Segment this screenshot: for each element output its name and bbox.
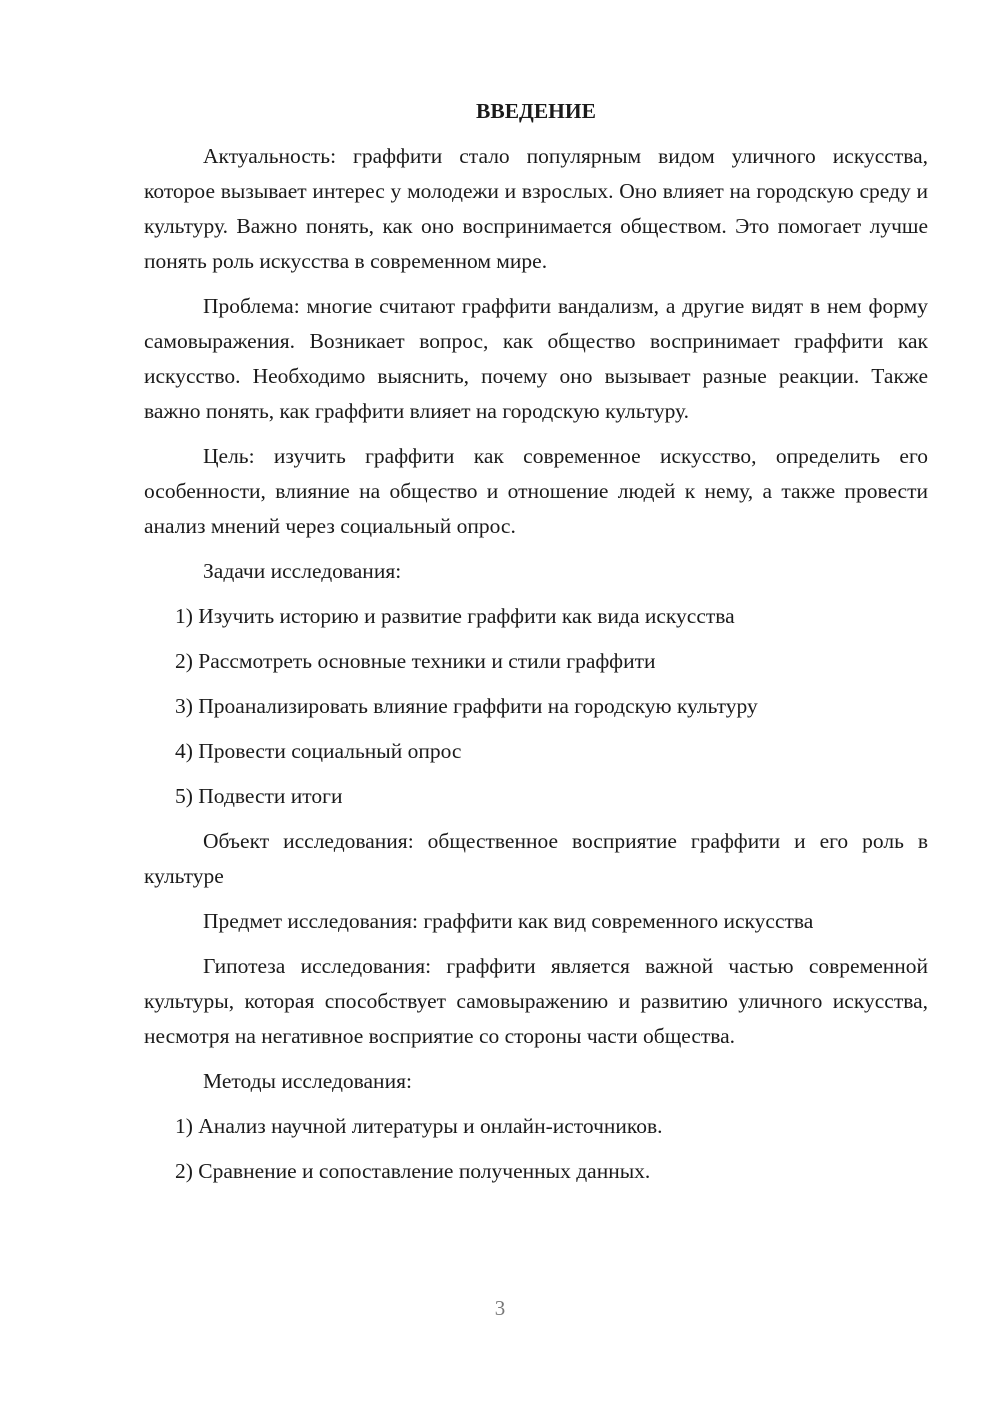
relevance-paragraph: Актуальность: граффити стало популярным видом уличного искусства, которое вызывает интерес у молодежи и взрослых. Оно влияет на городскую среду и культуру. Важно понять, как оно воспринимается обществом. Это помогает лучше понять роль искусства в современном мире. xyxy=(144,144,928,273)
tasks-label: Задачи исследования: xyxy=(203,559,402,583)
document-page xyxy=(144,96,928,1199)
method-item: 2) Сравнение и сопоставление полученных данных. xyxy=(175,1159,651,1183)
task-item: 4) Провести социальный опрос xyxy=(175,739,462,763)
task-item: 3) Проанализировать влияние граффити на городскую культуру xyxy=(175,694,758,718)
problem-paragraph: Проблема: многие считают граффити вандализм, а другие видят в нем форму самовыражения. Возникает вопрос, как общество воспринимает граффити как искусство. Необходимо выяснить, почему оно вызывает разные реакции. Также важно понять, как граффити влияет на городскую культуру. xyxy=(144,294,928,423)
goal-paragraph: Цель: изучить граффити как современное искусство, определить его особенности, влияние на общество и отношение людей к нему, а также провести анализ мнений через социальный опрос. xyxy=(144,444,928,538)
object-paragraph: Объект исследования: общественное восприятие граффити и его роль в культуре xyxy=(144,829,928,888)
page-number: 3 xyxy=(494,1296,506,1320)
task-item: 5) Подвести итоги xyxy=(175,784,343,808)
task-item: 1) Изучить историю и развитие граффити как вида искусства xyxy=(175,604,735,628)
method-item: 1) Анализ научной литературы и онлайн-источников. xyxy=(175,1114,663,1138)
subject-paragraph: Предмет исследования: граффити как вид современного искусства xyxy=(203,909,814,933)
section-title: ВВЕДЕНИЕ xyxy=(476,99,596,123)
task-item: 2) Рассмотреть основные техники и стили граффити xyxy=(175,649,656,673)
methods-label: Методы исследования: xyxy=(203,1069,412,1093)
hypothesis-paragraph: Гипотеза исследования: граффити является важной частью современной культуры, которая способствует самовыражению и развитию уличного искусства, несмотря на негативное восприятие со стороны части общества. xyxy=(144,954,928,1048)
